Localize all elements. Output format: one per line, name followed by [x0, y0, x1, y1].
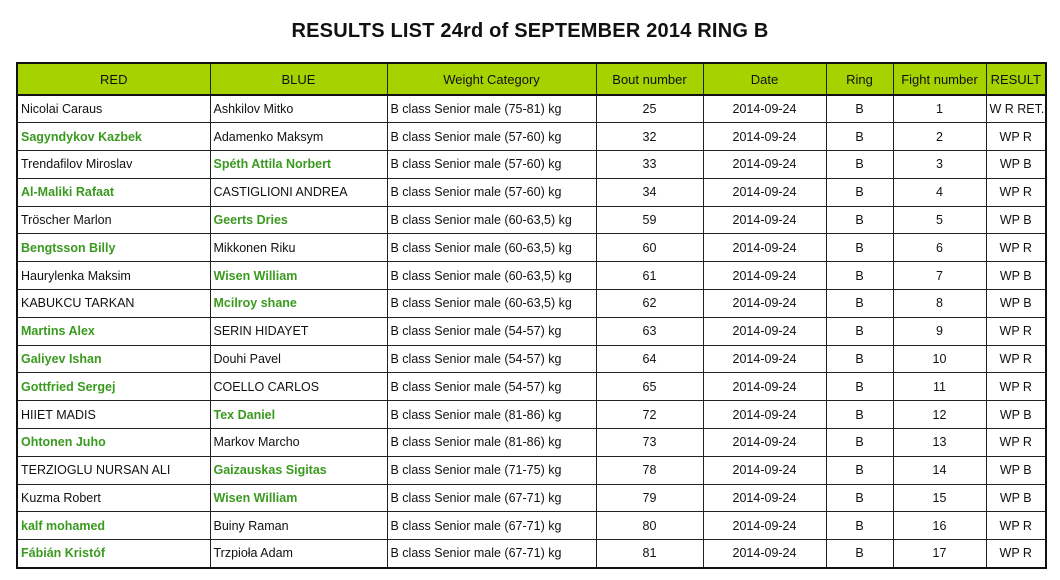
table-row: [17, 151, 1046, 179]
ring-cell: B: [826, 401, 893, 429]
bout-number-cell: 33: [596, 151, 703, 179]
weight-category-cell: B class Senior male (57-60) kg: [387, 178, 596, 206]
bout-number-cell: 79: [596, 484, 703, 512]
ring-cell: B: [826, 429, 893, 457]
header-fight-number: Fight number: [893, 63, 986, 95]
red-fighter-cell: Al-Maliki Rafaat: [17, 178, 210, 206]
date-cell: 2014-09-24: [703, 429, 826, 457]
result-cell: W R RET.: [986, 95, 1046, 123]
table-row: [17, 123, 1046, 151]
weight-category-cell: B class Senior male (60-63,5) kg: [387, 234, 596, 262]
table-row: [17, 373, 1046, 401]
date-cell: 2014-09-24: [703, 512, 826, 540]
blue-fighter-cell: COELLO CARLOS: [210, 373, 387, 401]
bout-number-cell: 80: [596, 512, 703, 540]
weight-category-cell: B class Senior male (67-71) kg: [387, 540, 596, 568]
bout-number-cell: 34: [596, 178, 703, 206]
table-row: [17, 345, 1046, 373]
table-row: [17, 512, 1046, 540]
ring-cell: B: [826, 512, 893, 540]
red-fighter-cell: Ohtonen Juho: [17, 429, 210, 457]
weight-category-cell: B class Senior male (67-71) kg: [387, 484, 596, 512]
table-row: [17, 540, 1046, 568]
fight-number-cell: 7: [893, 262, 986, 290]
blue-fighter-cell: Adamenko Maksym: [210, 123, 387, 151]
table-row: [17, 95, 1046, 123]
fight-number-cell: 2: [893, 123, 986, 151]
red-fighter-cell: HIIET MADIS: [17, 401, 210, 429]
red-fighter-cell: Galiyev Ishan: [17, 345, 210, 373]
red-fighter-cell: Martins Alex: [17, 317, 210, 345]
fight-number-cell: 13: [893, 429, 986, 457]
bout-number-cell: 73: [596, 429, 703, 457]
weight-category-cell: B class Senior male (75-81) kg: [387, 95, 596, 123]
weight-category-cell: B class Senior male (57-60) kg: [387, 151, 596, 179]
ring-cell: B: [826, 540, 893, 568]
ring-cell: B: [826, 456, 893, 484]
result-cell: WP R: [986, 512, 1046, 540]
date-cell: 2014-09-24: [703, 123, 826, 151]
result-cell: WP R: [986, 123, 1046, 151]
fight-number-cell: 3: [893, 151, 986, 179]
ring-cell: B: [826, 317, 893, 345]
header-date: Date: [703, 63, 826, 95]
date-cell: 2014-09-24: [703, 178, 826, 206]
table-row: [17, 206, 1046, 234]
fight-number-cell: 9: [893, 317, 986, 345]
result-cell: WP R: [986, 234, 1046, 262]
table-row: [17, 484, 1046, 512]
blue-fighter-cell: Wisen William: [210, 484, 387, 512]
blue-fighter-cell: Markov Marcho: [210, 429, 387, 457]
red-fighter-cell: Bengtsson Billy: [17, 234, 210, 262]
weight-category-cell: B class Senior male (54-57) kg: [387, 345, 596, 373]
blue-fighter-cell: CASTIGLIONI ANDREA: [210, 178, 387, 206]
date-cell: 2014-09-24: [703, 540, 826, 568]
fight-number-cell: 17: [893, 540, 986, 568]
red-fighter-cell: KABUKCU TARKAN: [17, 290, 210, 318]
header-red: RED: [17, 63, 210, 95]
weight-category-cell: B class Senior male (60-63,5) kg: [387, 206, 596, 234]
result-cell: WP R: [986, 540, 1046, 568]
result-cell: WP R: [986, 373, 1046, 401]
bout-number-cell: 64: [596, 345, 703, 373]
header-result: RESULT: [986, 63, 1046, 95]
fight-number-cell: 4: [893, 178, 986, 206]
result-cell: WP B: [986, 151, 1046, 179]
ring-cell: B: [826, 373, 893, 401]
table-row: [17, 262, 1046, 290]
blue-fighter-cell: Geerts Dries: [210, 206, 387, 234]
table-row: [17, 401, 1046, 429]
blue-fighter-cell: SERIN HIDAYET: [210, 317, 387, 345]
red-fighter-cell: Kuzma Robert: [17, 484, 210, 512]
results-table: [16, 62, 1047, 569]
bout-number-cell: 25: [596, 95, 703, 123]
date-cell: 2014-09-24: [703, 401, 826, 429]
date-cell: 2014-09-24: [703, 290, 826, 318]
ring-cell: B: [826, 151, 893, 179]
table-row: [17, 317, 1046, 345]
fight-number-cell: 8: [893, 290, 986, 318]
blue-fighter-cell: Tex Daniel: [210, 401, 387, 429]
page-title: RESULTS LIST 24rd of SEPTEMBER 2014 RING B: [291, 20, 769, 42]
weight-category-cell: B class Senior male (60-63,5) kg: [387, 262, 596, 290]
fight-number-cell: 10: [893, 345, 986, 373]
blue-fighter-cell: Gaizauskas Sigitas: [210, 456, 387, 484]
red-fighter-cell: Haurylenka Maksim: [17, 262, 210, 290]
ring-cell: B: [826, 123, 893, 151]
result-cell: WP B: [986, 290, 1046, 318]
bout-number-cell: 61: [596, 262, 703, 290]
bout-number-cell: 81: [596, 540, 703, 568]
fight-number-cell: 16: [893, 512, 986, 540]
red-fighter-cell: Fábián Kristóf: [17, 540, 210, 568]
result-cell: WP B: [986, 401, 1046, 429]
blue-fighter-cell: Spéth Attila Norbert: [210, 151, 387, 179]
fight-number-cell: 6: [893, 234, 986, 262]
fight-number-cell: 5: [893, 206, 986, 234]
blue-fighter-cell: Mikkonen Riku: [210, 234, 387, 262]
date-cell: 2014-09-24: [703, 151, 826, 179]
result-cell: WP B: [986, 484, 1046, 512]
date-cell: 2014-09-24: [703, 95, 826, 123]
red-fighter-cell: Nicolai Caraus: [17, 95, 210, 123]
bout-number-cell: 72: [596, 401, 703, 429]
result-cell: WP B: [986, 262, 1046, 290]
fight-number-cell: 1: [893, 95, 986, 123]
table-row: [17, 178, 1046, 206]
ring-cell: B: [826, 95, 893, 123]
result-cell: WP R: [986, 317, 1046, 345]
blue-fighter-cell: Buiny Raman: [210, 512, 387, 540]
date-cell: 2014-09-24: [703, 206, 826, 234]
blue-fighter-cell: Wisen William: [210, 262, 387, 290]
red-fighter-cell: TERZIOGLU NURSAN ALI: [17, 456, 210, 484]
header-bout-number: Bout number: [596, 63, 703, 95]
bout-number-cell: 60: [596, 234, 703, 262]
weight-category-cell: B class Senior male (54-57) kg: [387, 317, 596, 345]
result-cell: WP R: [986, 429, 1046, 457]
weight-category-cell: B class Senior male (57-60) kg: [387, 123, 596, 151]
blue-fighter-cell: Ashkilov Mitko: [210, 95, 387, 123]
weight-category-cell: B class Senior male (67-71) kg: [387, 512, 596, 540]
result-cell: WP B: [986, 206, 1046, 234]
date-cell: 2014-09-24: [703, 317, 826, 345]
date-cell: 2014-09-24: [703, 484, 826, 512]
red-fighter-cell: Gottfried Sergej: [17, 373, 210, 401]
table-row: [17, 290, 1046, 318]
table-row: [17, 234, 1046, 262]
blue-fighter-cell: Trzpioła Adam: [210, 540, 387, 568]
date-cell: 2014-09-24: [703, 345, 826, 373]
table-row: [17, 456, 1046, 484]
ring-cell: B: [826, 206, 893, 234]
table-row: [17, 429, 1046, 457]
bout-number-cell: 63: [596, 317, 703, 345]
blue-fighter-cell: Douhi Pavel: [210, 345, 387, 373]
bout-number-cell: 32: [596, 123, 703, 151]
weight-category-cell: B class Senior male (81-86) kg: [387, 401, 596, 429]
bout-number-cell: 65: [596, 373, 703, 401]
ring-cell: B: [826, 345, 893, 373]
ring-cell: B: [826, 234, 893, 262]
weight-category-cell: B class Senior male (71-75) kg: [387, 456, 596, 484]
date-cell: 2014-09-24: [703, 373, 826, 401]
red-fighter-cell: Trendafilov Miroslav: [17, 151, 210, 179]
bout-number-cell: 78: [596, 456, 703, 484]
fight-number-cell: 15: [893, 484, 986, 512]
bout-number-cell: 62: [596, 290, 703, 318]
fight-number-cell: 12: [893, 401, 986, 429]
result-cell: WP R: [986, 178, 1046, 206]
ring-cell: B: [826, 290, 893, 318]
fight-number-cell: 11: [893, 373, 986, 401]
ring-cell: B: [826, 262, 893, 290]
bout-number-cell: 59: [596, 206, 703, 234]
blue-fighter-cell: Mcilroy shane: [210, 290, 387, 318]
header-blue: BLUE: [210, 63, 387, 95]
red-fighter-cell: Tröscher Marlon: [17, 206, 210, 234]
weight-category-cell: B class Senior male (81-86) kg: [387, 429, 596, 457]
date-cell: 2014-09-24: [703, 262, 826, 290]
ring-cell: B: [826, 484, 893, 512]
weight-category-cell: B class Senior male (54-57) kg: [387, 373, 596, 401]
date-cell: 2014-09-24: [703, 456, 826, 484]
result-cell: WP B: [986, 456, 1046, 484]
red-fighter-cell: kalf mohamed: [17, 512, 210, 540]
red-fighter-cell: Sagyndykov Kazbek: [17, 123, 210, 151]
ring-cell: B: [826, 178, 893, 206]
header-row: [17, 63, 1046, 95]
header-weight-category: Weight Category: [387, 63, 596, 95]
date-cell: 2014-09-24: [703, 234, 826, 262]
result-cell: WP R: [986, 345, 1046, 373]
header-ring: Ring: [826, 63, 893, 95]
weight-category-cell: B class Senior male (60-63,5) kg: [387, 290, 596, 318]
fight-number-cell: 14: [893, 456, 986, 484]
